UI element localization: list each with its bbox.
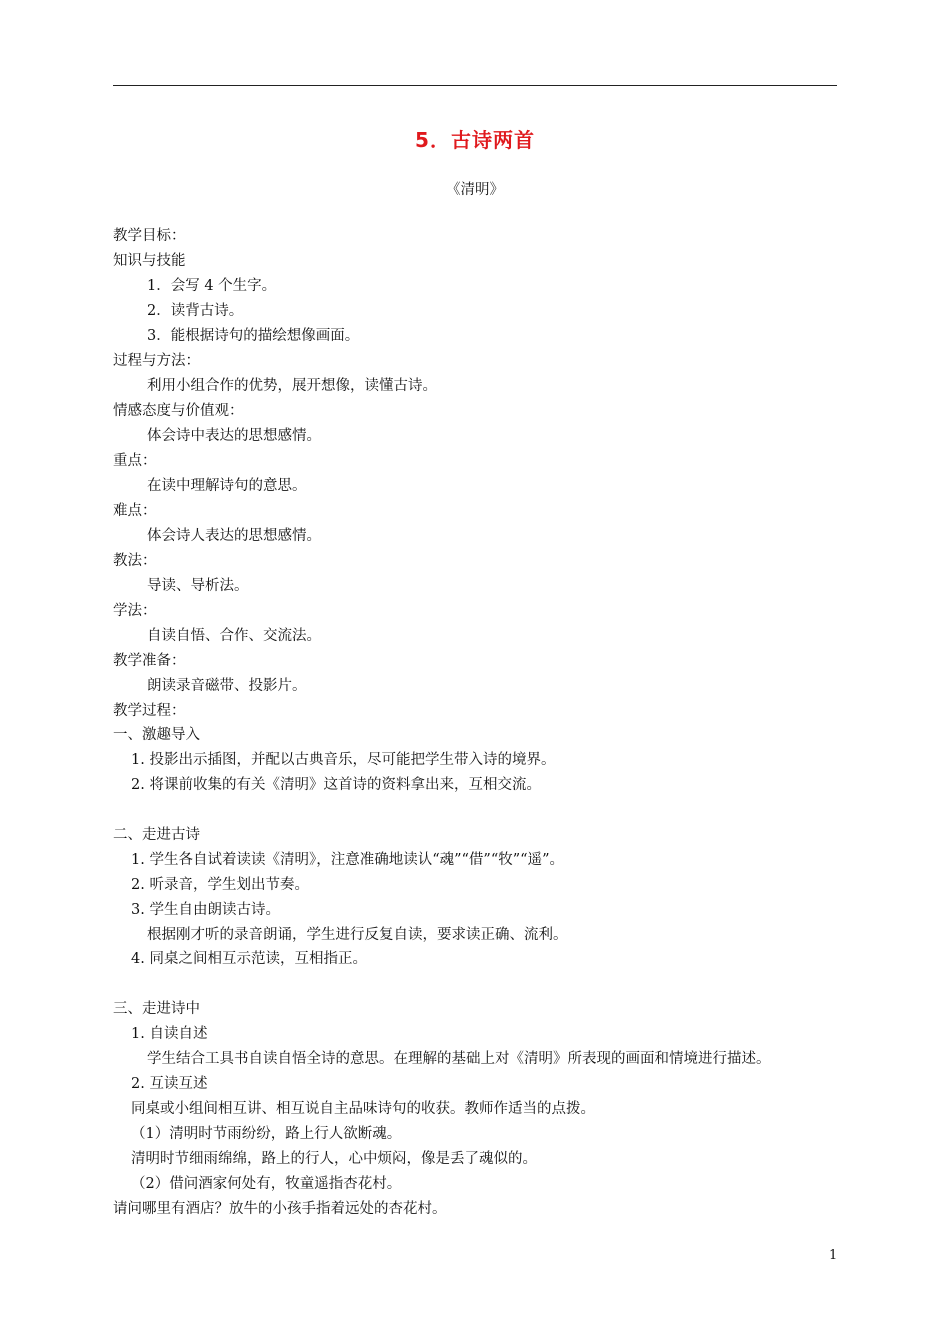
body-line: 2. 将课前收集的有关《清明》这首诗的资料拿出来，互相交流。 [131,777,541,793]
body-line: 难点： [113,503,157,519]
body-line: 教学目标： [113,228,186,244]
body-line: 重点： [113,453,157,469]
section-heading: 一、激趣导入 [113,727,200,743]
body-line: 1. 投影出示插图，并配以古典音乐，尽可能把学生带入诗的境界。 [131,752,556,768]
page-number: 1 [829,1248,838,1263]
body-line: 同桌或小组间相互讲、相互说自主品味诗句的收获。教师作适当的点拨。 [131,1101,595,1117]
body-line: 清明时节细雨绵绵，路上的行人，心中烦闷，像是丢了魂似的。 [131,1151,537,1167]
body-line: 请问哪里有酒店？放牛的小孩手指着远处的杏花村。 [113,1201,447,1217]
body-line: 2. 互读互述 [131,1076,208,1092]
poem-line: （1）清明时节雨纷纷，路上行人欲断魂。 [131,1126,402,1142]
body-line: 学生结合工具书自读自悟全诗的意思。在理解的基础上对《清明》所表现的画面和情境进行描述。 [147,1051,771,1067]
body-line: 学法： [113,603,157,619]
body-line: 根据刚才听的录音朗诵，学生进行反复自读，要求读正确、流利。 [147,927,568,943]
body-line: 3. 学生自由朗读古诗。 [131,902,280,918]
body-line: 教法： [113,553,157,569]
body-line: 体会诗人表达的思想感情。 [147,528,321,544]
body-line: 利用小组合作的优势，展开想像，读懂古诗。 [147,378,437,394]
body-line: 知识与技能 [113,253,186,269]
body-line: 体会诗中表达的思想感情。 [147,428,321,444]
body-line: 导读、导析法。 [147,578,249,594]
section-heading: 三、走进诗中 [113,1001,200,1017]
body-line: 朗读录音磁带、投影片。 [147,678,307,694]
body-line: 3．能根据诗句的描绘想像画面。 [147,328,360,344]
header-rule [113,85,837,86]
body-line: 教学过程： [113,703,186,719]
page-title: 5．古诗两首 [415,128,535,152]
body-line: 过程与方法： [113,353,200,369]
body-line: 自读自悟、合作、交流法。 [147,628,321,644]
body-line: 情感态度与价值观： [113,403,244,419]
body-line: 1. 自读自述 [131,1026,208,1042]
body-line: 在读中理解诗句的意思。 [147,478,307,494]
body-line: 1．会写 4 个生字。 [147,278,277,294]
section-heading: 二、走进古诗 [113,827,200,843]
body-line: 2．读背古诗。 [147,303,244,319]
poem-subtitle: 《清明》 [446,182,504,198]
body-line: 4. 同桌之间相互示范读，互相指正。 [131,951,367,967]
poem-line: （2）借问酒家何处有，牧童遥指杏花村。 [131,1176,402,1192]
body-line: 1. 学生各自试着读读《清明》，注意准确地读认“魂”“借”“牧”“遥”。 [131,852,564,868]
body-line: 2. 听录音，学生划出节奏。 [131,877,309,893]
body-line: 教学准备： [113,653,186,669]
